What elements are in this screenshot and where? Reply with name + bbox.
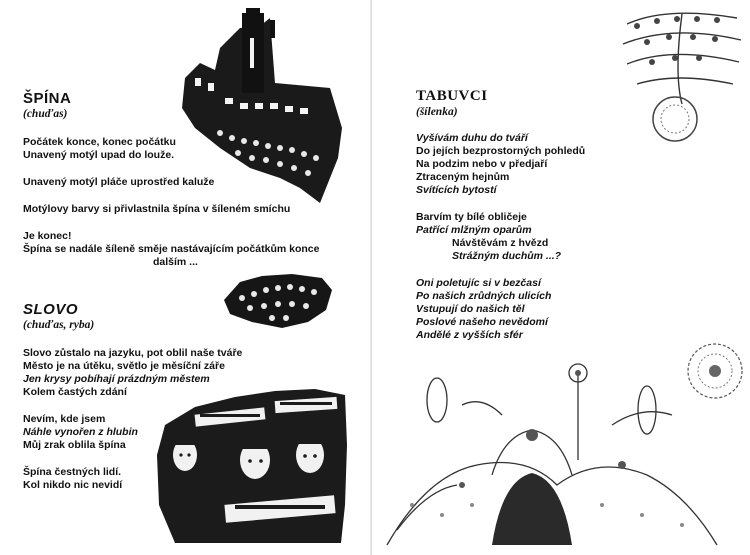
stanza-gap	[23, 162, 319, 176]
stanza-gap	[416, 197, 585, 211]
poem-line: Unavený motýl upad do louže.	[23, 149, 175, 161]
fern-ornament-illustration	[617, 4, 747, 149]
poem-line: Na podzim nebo v předjaří	[416, 158, 548, 170]
poem-line: Náhle vynořen z hlubin	[23, 426, 138, 438]
left-page	[0, 0, 372, 555]
poem2-subtitle: (chuďas, ryba)	[23, 319, 95, 331]
fantasy-scene-illustration	[382, 355, 722, 550]
poem-line: Počátek konce, konec počátku	[23, 136, 176, 148]
poem-line: Jen krysy pobíhají prázdným městem	[23, 373, 210, 385]
stanza-gap	[23, 399, 242, 413]
poem-line: Kolem častých zdání	[23, 386, 127, 398]
right-page	[372, 0, 750, 555]
stanza-gap	[23, 452, 242, 466]
poem-line: Poslové našeho nevědomí	[416, 316, 548, 328]
poem-line: Špína se nadále šíleně směje nastávajícím počátkům konce	[23, 243, 320, 255]
poem-line: Strážným duchům ...?	[452, 250, 562, 262]
poem1-title: ŠPÍNA	[23, 90, 72, 107]
poem-line: Vstupují do našich těl	[416, 303, 525, 315]
poem-line: Po našich zrůdných ulicích	[416, 290, 552, 302]
poem-line: Ztraceným hejnům	[416, 171, 510, 183]
poem-line: Můj zrak oblila špína	[23, 439, 126, 451]
poem2-title: SLOVO	[23, 301, 79, 318]
poem-line: Slovo zůstalo na jazyku, pot oblil naše tváře	[23, 347, 243, 359]
poem-line: Špína čestných lidí.	[23, 466, 122, 478]
poem-line: Návštěvám z hvězd	[452, 237, 549, 249]
poem-line: Do jejích bezprostorných pohledů	[416, 145, 586, 157]
poem1-subtitle: (chuďas)	[23, 108, 68, 120]
poem-line: Vyšívám duhu do tváří	[416, 132, 528, 144]
crowd-woodcut-small	[222, 272, 334, 330]
poem-line: Unavený motýl pláče uprostřed kaluže	[23, 176, 215, 188]
poem3-subtitle: (šílenka)	[416, 106, 458, 118]
poem-line: Svítících bytostí	[416, 184, 497, 196]
poem-line: Patřící mlžným oparům	[416, 224, 532, 236]
poem-line: dalším ...	[153, 256, 198, 268]
stanza-gap	[416, 263, 585, 277]
poem1-text	[23, 136, 319, 269]
poem-line: Nevím, kde jsem	[23, 413, 106, 425]
poem-line: Barvím ty bílé obličeje	[416, 211, 527, 223]
poem3-title: TABUVCI	[416, 88, 488, 104]
stanza-gap	[23, 189, 319, 203]
stanza-gap	[23, 216, 319, 230]
poem3-text	[416, 132, 585, 342]
poem-line: Andělé z vyšších sfér	[416, 329, 523, 341]
poem-line: Je konec!	[23, 230, 72, 242]
poem-line: Motýlovy barvy si přivlastnila špína v šíleném smíchu	[23, 203, 291, 215]
poem2-text	[23, 347, 242, 492]
poem-line: Oni poletujíc si v bezčasí	[416, 277, 541, 289]
poem-line: Město je na útěku, světlo je měsíční záře	[23, 360, 225, 372]
poem-line: Kol nikdo nic nevidí	[23, 479, 123, 491]
